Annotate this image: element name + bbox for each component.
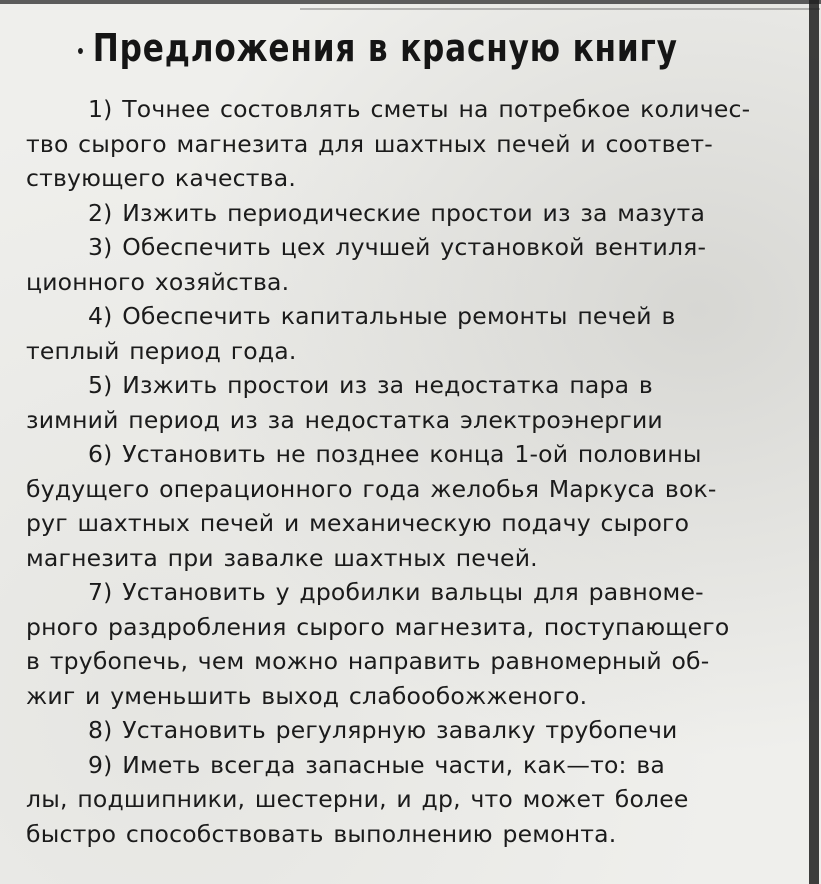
- proposal-line: тво сырого магнезита для шахтных печей и соответ-: [26, 129, 713, 158]
- proposal-item-1: [26, 92, 818, 196]
- top-column-rule: [0, 0, 821, 4]
- proposal-line: 3) Обеспечить цех лучшей установкой вентиля-: [88, 233, 707, 261]
- proposal-item-7: [26, 575, 818, 713]
- headline-dot: [78, 48, 83, 54]
- proposal-line: быстро способствовать выполнению ремонта.: [26, 819, 617, 848]
- proposal-item-4: [26, 299, 818, 368]
- proposal-line: 6) Установить не позднее конца 1-ой половины: [88, 440, 702, 468]
- proposal-line: рного раздробления сырого магнезита, поступающего: [26, 612, 730, 641]
- proposal-line: 2) Изжить периодические простои из за мазута: [88, 198, 706, 227]
- proposal-line: лы, подшипники, шестерни, и др, что может более: [26, 785, 689, 813]
- article-headline: [78, 18, 683, 78]
- article: [26, 18, 816, 851]
- proposal-line: в трубопечь, чем можно направить равномерный об-: [26, 647, 710, 675]
- proposal-item-8: [26, 713, 818, 748]
- proposal-line: ционного хозяйства.: [26, 267, 290, 296]
- proposal-line: 5) Изжить простои из за недостатка пара в: [88, 371, 653, 399]
- proposal-item-3: [26, 230, 818, 299]
- proposal-line: 9) Иметь всегда запасные части, как—то: ва: [88, 750, 665, 779]
- proposal-line: магнезита при завалке шахтных печей.: [26, 543, 538, 572]
- proposal-line: будущего операционного года желобья Маркуса вок-: [26, 474, 717, 503]
- top-thin-rule: [300, 8, 820, 10]
- proposal-line: ствующего качества.: [26, 164, 297, 192]
- proposal-line: жиг и уменьшить выход слабообожженого.: [26, 681, 588, 710]
- proposal-line: 1) Точнее состовлять сметы на потребкое количес-: [88, 95, 751, 123]
- proposal-line: руг шахтных печей и механическую подачу сырого: [26, 509, 690, 537]
- proposal-item-9: [26, 748, 818, 852]
- proposal-line: зимний период из за недостатка электроэнергии: [26, 405, 663, 434]
- proposal-item-5: [26, 368, 818, 437]
- proposal-item-2: [26, 196, 818, 231]
- proposal-list: [26, 92, 816, 851]
- proposal-line: 4) Обеспечить капитальные ремонты печей в: [88, 302, 676, 330]
- proposal-line: 8) Установить регулярную завалку трубопечи: [88, 716, 678, 744]
- proposal-item-6: [26, 437, 818, 575]
- proposal-line: теплый период года.: [26, 336, 297, 365]
- proposal-line: 7) Установить у дробилки вальцы для равноме-: [88, 578, 704, 606]
- headline-text: Предложения в красную книгу: [92, 26, 678, 70]
